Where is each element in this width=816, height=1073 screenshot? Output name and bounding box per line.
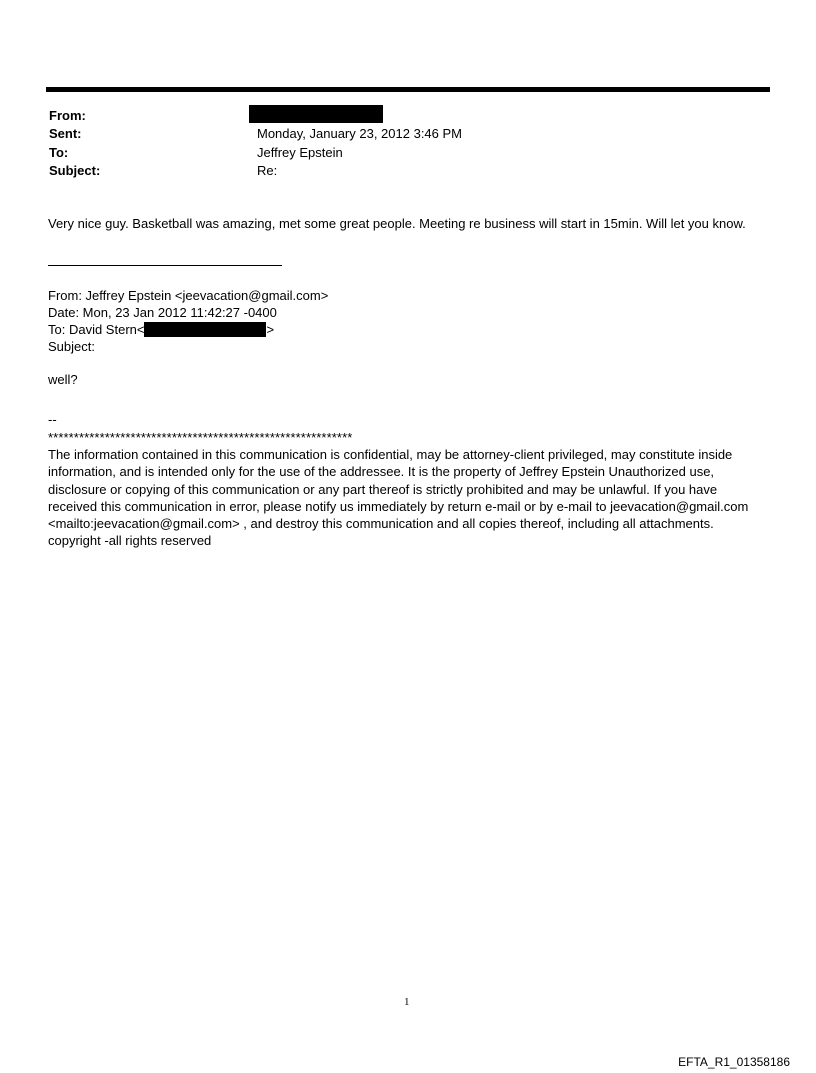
sent-label: Sent: — [49, 126, 82, 141]
to-value: Jeffrey Epstein — [257, 145, 343, 160]
redaction-from — [249, 105, 383, 123]
quoted-to-prefix: To: David Stern< — [48, 322, 145, 337]
page-number: 1 — [404, 996, 410, 1008]
header-rule — [46, 87, 770, 92]
quote-separator — [48, 265, 282, 266]
signature-stars: *********************************************************** — [48, 430, 353, 445]
quoted-body: well? — [48, 372, 78, 387]
quoted-subject-line: Subject: — [48, 339, 95, 354]
quoted-to-suffix: > — [266, 322, 275, 337]
subject-label: Subject: — [49, 163, 101, 178]
quoted-date-line: Date: Mon, 23 Jan 2012 11:42:27 -0400 — [48, 305, 277, 320]
quoted-from-line: From: Jeffrey Epstein <jeevacation@gmail.com> — [48, 288, 329, 303]
bates-number: EFTA_R1_01358186 — [678, 1055, 790, 1069]
signature-dashes: -- — [48, 412, 57, 427]
to-label: To: — [49, 145, 69, 160]
subject-value: Re: — [257, 163, 278, 178]
from-label: From: — [49, 108, 86, 123]
reply-body: Very nice guy. Basketball was amazing, met some great people. Meeting re business will start in 15min. Will let you know. — [48, 216, 746, 231]
redaction-to — [144, 322, 266, 337]
sent-value: Monday, January 23, 2012 3:46 PM — [257, 126, 462, 141]
confidentiality-disclaimer: The information contained in this communication is confidential, may be attorney-client privileged, may constitute inside information, and is intended only for the use of the addressee. It is the property of Jeffrey Epstein Unauthorized use, disclosure or copying of this communication or any part thereof is strictly prohibited and may be unlawful. If you have received this communication in error, please notify us immediately by return e-mail or by e-mail to jeevacation@gmail.com <mailto:jeevacation@gmail.com> , and destroy this communication and all copies thereof, including all attachments. copyright -all rights reserved — [48, 447, 749, 549]
quoted-to-line — [48, 322, 274, 339]
